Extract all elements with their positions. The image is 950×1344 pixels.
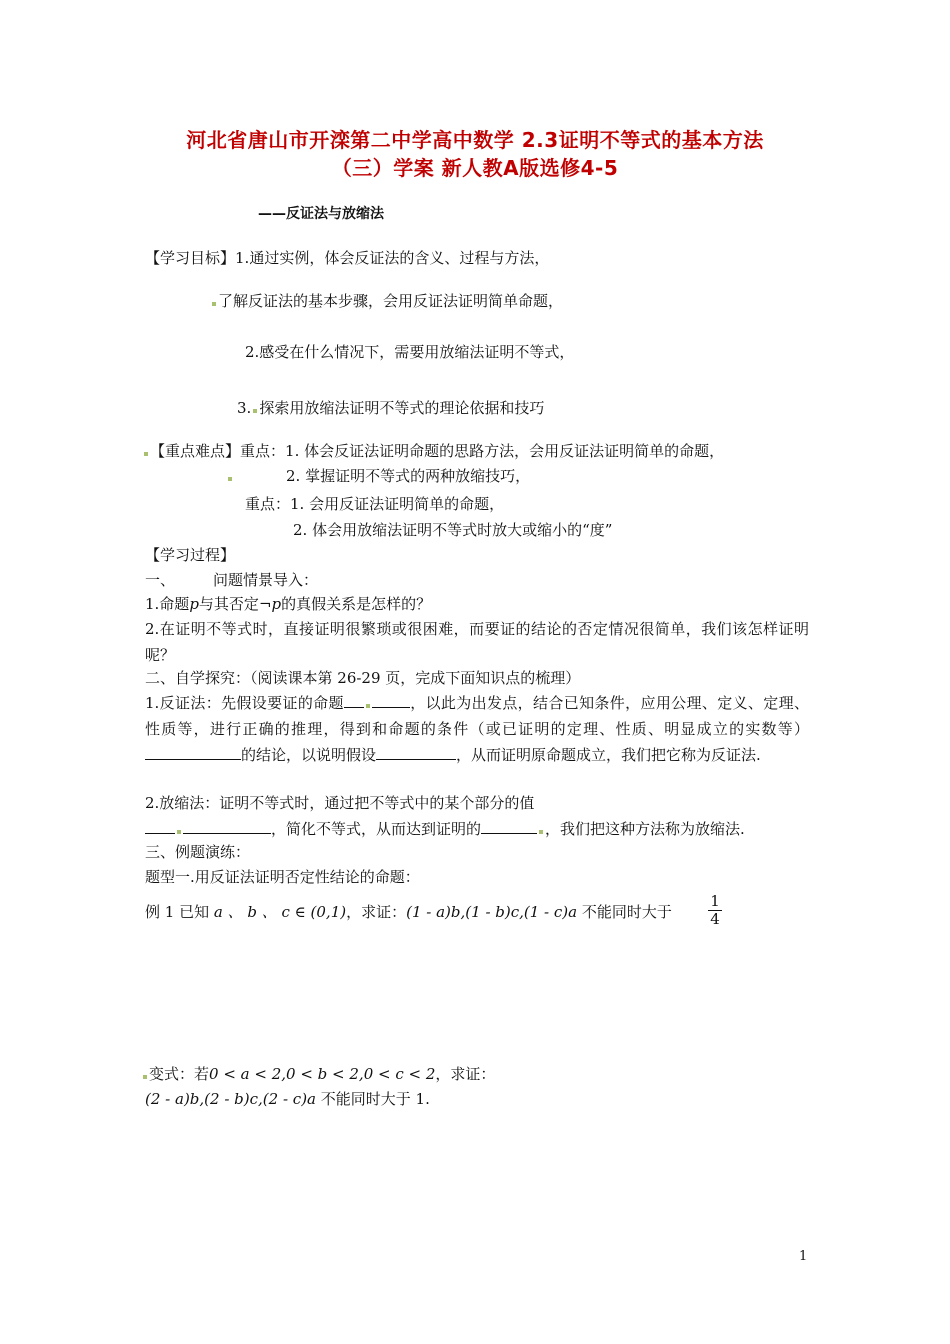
q1-text-c: 的真假关系是怎样的？ bbox=[281, 595, 432, 613]
p1-text-a: 1.反证法：先假设要证的命题 bbox=[145, 694, 344, 712]
fraction-denominator: 4 bbox=[710, 910, 720, 928]
q1-var-not-p: ¬p bbox=[258, 595, 282, 613]
section2-heading: 二、自学探究：（阅读课本第 26-29 页，完成下面知识点的梳理） bbox=[145, 669, 581, 687]
marker-dot bbox=[143, 1075, 147, 1079]
fill-blank[interactable] bbox=[183, 817, 271, 834]
marker-dot bbox=[144, 452, 148, 456]
difficulty-item1: 1. 会用反证法证明简单的命题， bbox=[290, 495, 505, 513]
fill-blank[interactable] bbox=[344, 691, 364, 708]
q1-text-b: 与其否定 bbox=[198, 595, 259, 613]
difficulty-item2: 2. 体会用放缩法证明不等式时放大或缩小的“度” bbox=[293, 521, 613, 539]
variation-line1 bbox=[141, 1064, 495, 1084]
variation-condition: 0 < a < 2,0 < b < 2,0 < c < 2 bbox=[209, 1065, 436, 1083]
page-number: 1 bbox=[799, 1249, 808, 1264]
goals-line4 bbox=[237, 398, 544, 418]
keypoints-line3 bbox=[245, 494, 504, 514]
doc-subtitle: ——反证法与放缩法 bbox=[258, 206, 384, 222]
p1-text-d: ，从而证明原命题成立，我们把它称为反证法. bbox=[456, 746, 761, 764]
focus-item1: 1. 体会反证法证明命题的思路方法，会用反证法证明简单的命题， bbox=[285, 442, 725, 460]
marker-dot bbox=[366, 704, 370, 708]
section1-title: 问题情景导入： bbox=[213, 571, 319, 589]
goals-line2 bbox=[210, 291, 563, 311]
p1-text-b: ，以此为出发点，结合已知条件，应用公理、定义、定理、性质等，进行正确的推理，得到和命题的条件（或已证明的定理、性质、明显成立的实数等） bbox=[145, 694, 809, 738]
goals-line1 bbox=[145, 248, 549, 268]
doc-title-line2: （三）学案 新人教A版选修4-5 bbox=[331, 156, 619, 180]
scaling-line2 bbox=[145, 817, 745, 839]
goal-item3-prefix: 3. bbox=[237, 399, 252, 417]
marker-dot bbox=[253, 409, 257, 413]
ex1-expression: (1 - a)b,(1 - b)c,(1 - c)a bbox=[406, 903, 578, 921]
focus-item2: 2. 掌握证明不等式的两种放缩技巧， bbox=[286, 467, 531, 485]
question1 bbox=[145, 594, 431, 614]
fill-blank[interactable] bbox=[145, 743, 241, 760]
fraction-numerator: 1 bbox=[710, 892, 720, 910]
fraction-one-quarter bbox=[708, 893, 722, 928]
ex1-text-a: 例 1 已知 bbox=[145, 903, 210, 921]
q1-text-a: 1.命题 bbox=[145, 595, 190, 613]
scaling-line1: 2.放缩法：证明不等式时，通过把不等式中的某个部分的值 bbox=[145, 794, 535, 812]
goal-item2: 2.感受在什么情况下，需要用放缩法证明不等式， bbox=[245, 343, 575, 361]
ex1-text-c: 不能同时大于 bbox=[581, 903, 672, 921]
marker-dot bbox=[177, 830, 181, 834]
question-type1: 题型一.用反证法证明否定性结论的命题： bbox=[145, 868, 420, 886]
fill-blank[interactable] bbox=[376, 743, 456, 760]
focus-label: 重点： bbox=[240, 442, 286, 460]
p2-text-c: ，我们把这种方法称为放缩法. bbox=[545, 820, 745, 838]
goal-item1b: 了解反证法的基本步骤，会用反证法证明简单命题， bbox=[218, 292, 564, 310]
difficulty-label: 重点： bbox=[245, 495, 291, 513]
reductio-paragraph bbox=[145, 690, 809, 768]
p1-text-c: 的结论，以说明假设 bbox=[241, 746, 377, 764]
section3-heading: 三、例题演练： bbox=[145, 843, 251, 861]
doc-title-line1: 河北省唐山市开滦第二中学高中数学 2.3证明不等式的基本方法 bbox=[186, 128, 764, 152]
goals-label: 【学习目标】 bbox=[145, 249, 236, 267]
section1-number: 一、 bbox=[145, 571, 176, 589]
example1 bbox=[145, 902, 672, 922]
ex1-variables: a 、 b 、 c ∈ (0,1) bbox=[213, 903, 347, 921]
fill-blank[interactable] bbox=[145, 817, 175, 834]
marker-dot bbox=[539, 830, 543, 834]
p2-text-b: ，简化不等式，从而达到证明的 bbox=[271, 820, 482, 838]
q1-var-p: p bbox=[189, 595, 199, 613]
keypoints-line1 bbox=[142, 441, 724, 461]
goal-item1: 1.通过实例，体会反证法的含义、过程与方法， bbox=[235, 249, 550, 267]
fill-blank[interactable] bbox=[481, 817, 537, 834]
variation-text-b: ，求证： bbox=[435, 1065, 496, 1083]
ex1-text-b: ，求证： bbox=[346, 903, 407, 921]
marker-dot bbox=[228, 477, 232, 481]
keypoints-label: 【重点难点】 bbox=[150, 442, 241, 460]
variation-text-c: 不能同时大于 1. bbox=[320, 1090, 430, 1108]
variation-line2 bbox=[145, 1089, 430, 1109]
process-label: 【学习过程】 bbox=[145, 546, 236, 564]
question2: 2.在证明不等式时，直接证明很繁琐或很困难，而要证的结论的否定情况很简单，我们该怎样证明呢？ bbox=[145, 620, 809, 664]
variation-text-a: 变式：若 bbox=[149, 1065, 210, 1083]
section1-heading bbox=[145, 570, 318, 590]
goal-item3: 探索用放缩法证明不等式的理论依据和技巧 bbox=[259, 399, 545, 417]
marker-dot bbox=[212, 302, 216, 306]
fill-blank[interactable] bbox=[372, 691, 410, 708]
variation-expression: (2 - a)b,(2 - b)c,(2 - c)a bbox=[145, 1090, 316, 1108]
keypoints-line2 bbox=[226, 466, 530, 486]
